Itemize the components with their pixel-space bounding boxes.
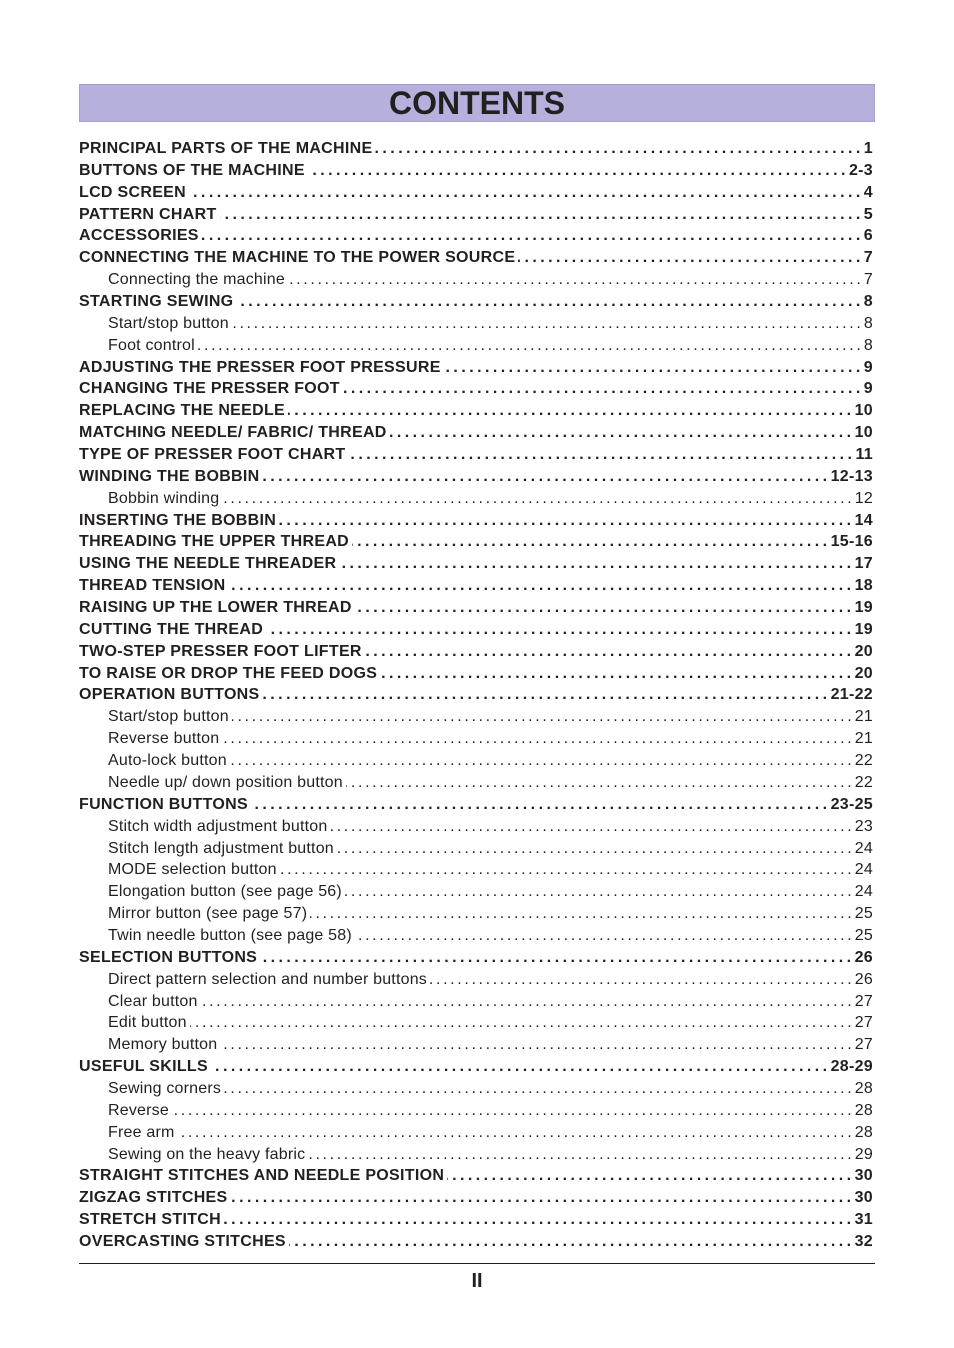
leader-dots [222,728,850,750]
toc-entry [79,357,873,379]
toc-subentry [79,991,873,1013]
toc-entry-label: Connecting the machine [108,271,285,289]
toc-entry [79,160,873,182]
toc-entry-label: Sewing corners [108,1079,222,1097]
leader-dots [355,597,851,619]
toc-entry-label: TWO-STEP PRESSER FOOT LIFTER [79,642,362,660]
leader-dots [178,1122,851,1144]
leader-dots [310,903,851,925]
leader-dots [447,1165,850,1187]
toc-entry-label: USEFUL SKILLS [79,1058,208,1076]
toc-entry-label: OPERATION BUTTONS [79,686,260,704]
toc-entry-label: ZIGZAG STITCHES [79,1189,228,1207]
toc-entry-page: 9 [863,358,873,376]
toc-entry [79,378,873,400]
leader-dots [260,947,850,969]
toc-entry-page: 12-13 [830,467,873,485]
toc-subentry [79,1100,873,1122]
toc-entry-page: 8 [863,293,873,311]
leader-dots [220,1034,850,1056]
toc-subentry [79,488,873,510]
toc-entry [79,1165,873,1187]
toc-entry-label: Stitch length adjustment button [108,839,334,857]
toc-entry-label: TO RAISE OR DROP THE FEED DOGS [79,664,378,682]
toc-entry-label: Twin needle button (see page 58) [108,926,352,944]
leader-dots [289,1231,851,1253]
toc-entry [79,510,873,532]
toc-entry-page: 22 [854,773,873,791]
toc-entry-label: Elongation button (see page 56) [108,883,342,901]
leader-dots [228,575,850,597]
toc-entry-label: CONNECTING THE MACHINE TO THE POWER SOURCE [79,249,516,267]
toc-entry-label: LCD SCREEN [79,183,187,201]
toc-subentry [79,750,873,772]
toc-entry-page: 11 [855,446,873,464]
toc-entry-label: Reverse button [108,730,220,748]
leader-dots [251,794,827,816]
toc-subentry [79,1012,873,1034]
leader-dots [236,291,859,313]
leader-dots [280,859,851,881]
toc-entry-page: 12 [854,489,873,507]
toc-entry [79,947,873,969]
toc-entry-page: 17 [854,555,873,573]
toc-entry-page: 24 [854,883,873,901]
leader-dots [189,182,860,204]
toc-subentry [79,706,873,728]
toc-entry-page: 32 [854,1232,873,1250]
toc-entry [79,225,873,247]
toc-entry [79,619,873,641]
toc-entry-page: 28 [854,1079,873,1097]
toc-entry-page: 28-29 [830,1058,873,1076]
toc-entry-label: Stitch width adjustment button [108,817,328,835]
leader-dots [202,225,860,247]
leader-dots [375,138,859,160]
toc-entry-page: 25 [854,926,873,944]
toc-subentry [79,925,873,947]
leader-dots [222,488,850,510]
leader-dots [352,531,827,553]
leader-dots [263,466,827,488]
leader-dots [339,553,850,575]
toc-entry-page: 26 [854,948,873,966]
leader-dots [220,204,860,226]
leader-dots [198,335,860,357]
toc-entry-label: THREAD TENSION [79,577,226,595]
leader-dots [201,991,851,1013]
toc-entry-label: Bobbin winding [108,489,220,507]
toc-subentry [79,859,873,881]
toc-entry-page: 21-22 [830,686,873,704]
toc-entry-label: Memory button [108,1036,218,1054]
toc-entry-page: 8 [863,314,873,332]
toc-entry-page: 27 [854,1014,873,1032]
toc-entry [79,204,873,226]
toc-entry-label: WINDING THE BOBBIN [79,467,260,485]
toc-entry [79,597,873,619]
toc-entry-label: Sewing on the heavy fabric [108,1145,306,1163]
leader-dots [232,313,860,335]
toc-entry-label: PATTERN CHART [79,205,217,223]
toc-entry-page: 22 [854,752,873,770]
leader-dots [444,357,860,379]
leader-dots [224,1209,851,1231]
toc-entry [79,794,873,816]
toc-subentry [79,1144,873,1166]
toc-subentry [79,816,873,838]
toc-entry-page: 25 [854,905,873,923]
toc-entry [79,291,873,313]
leader-dots [337,838,851,860]
toc-entry-page: 30 [854,1189,873,1207]
leader-dots [172,1100,851,1122]
toc-entry-label: BUTTONS OF THE MACHINE [79,161,305,179]
toc-entry-page: 30 [854,1167,873,1185]
toc-entry-label: Foot control [108,336,195,354]
leader-dots [380,663,850,685]
toc-entry [79,247,873,269]
toc-entry-page: 23-25 [830,795,873,813]
leader-dots [518,247,859,269]
leader-dots [211,1056,827,1078]
toc-entry-label: Needle up/ down position button [108,773,343,791]
toc-entry-label: RAISING UP THE LOWER THREAD [79,599,352,617]
toc-entry [79,531,873,553]
toc-entry-page: 26 [854,970,873,988]
toc-entry-page: 31 [854,1211,873,1229]
toc-entry-page: 10 [854,424,873,442]
leader-dots [288,269,860,291]
toc-entry-label: STARTING SEWING [79,293,234,311]
leader-dots [190,1012,851,1034]
toc-entry-page: 9 [863,380,873,398]
leader-dots [263,684,827,706]
toc-entry-page: 15-16 [830,533,873,551]
toc-entry [79,663,873,685]
toc-entry-label: Start/stop button [108,314,229,332]
leader-dots [308,160,845,182]
toc-entry-label: Reverse [108,1101,169,1119]
toc-entry-page: 20 [854,664,873,682]
toc-entry-label: USING THE NEEDLE THREADER [79,555,337,573]
toc-subentry [79,881,873,903]
toc-entry-label: ADJUSTING THE PRESSER FOOT PRESSURE [79,358,441,376]
toc-entry-label: MODE selection button [108,861,277,879]
toc-entry-page: 7 [863,249,873,267]
toc-entry-label: Clear button [108,992,198,1010]
toc-entry-label: OVERCASTING STITCHES [79,1232,286,1250]
toc-entry-label: Direct pattern selection and number buttons [108,970,427,988]
toc-entry [79,553,873,575]
toc-entry-label: CHANGING THE PRESSER FOOT [79,380,340,398]
toc-entry-label: CUTTING THE THREAD [79,620,264,638]
toc-entry [79,466,873,488]
toc-subentry [79,335,873,357]
toc-entry-label: Edit button [108,1014,187,1032]
toc-entry-label: Free arm [108,1123,175,1141]
toc-entry-page: 4 [863,183,873,201]
toc-entry [79,400,873,422]
toc-entry-label: MATCHING NEEDLE/ FABRIC/ THREAD [79,424,387,442]
footer-divider [79,1263,875,1264]
toc-entry-page: 20 [854,642,873,660]
leader-dots [232,706,851,728]
leader-dots [355,925,851,947]
leader-dots [430,969,851,991]
toc-entry-page: 18 [854,577,873,595]
leader-dots [346,772,851,794]
toc-entry-page: 23 [854,817,873,835]
leader-dots [230,750,851,772]
leader-dots [349,444,852,466]
toc-subentry [79,903,873,925]
toc-subentry [79,313,873,335]
toc-entry-page: 7 [863,271,873,289]
toc-entry-label: Mirror button (see page 57) [108,905,308,923]
contents-title-bar [79,84,875,122]
leader-dots [343,378,860,400]
toc-entry-page: 6 [863,227,873,245]
toc-entry-page: 24 [854,861,873,879]
leader-dots [279,510,850,532]
toc-entry-page: 28 [854,1101,873,1119]
toc-entry [79,1056,873,1078]
toc-entry-label: INSERTING THE BOBBIN [79,511,277,529]
toc-entry-page: 14 [854,511,873,529]
toc-entry-page: 28 [854,1123,873,1141]
toc-entry [79,138,873,160]
leader-dots [345,881,851,903]
toc-entry [79,641,873,663]
toc-entry-label: THREADING THE UPPER THREAD [79,533,350,551]
leader-dots [390,422,851,444]
toc-entry-page: 21 [854,708,873,726]
toc-entry-page: 27 [854,1036,873,1054]
leader-dots [231,1187,851,1209]
toc-entry-label: PRINCIPAL PARTS OF THE MACHINE [79,140,373,157]
toc-subentry [79,838,873,860]
toc-entry-label: REPLACING THE NEEDLE [79,402,286,420]
toc-entry [79,1209,873,1231]
leader-dots [224,1078,851,1100]
toc-entry-page: 5 [863,205,873,223]
toc-subentry [79,1078,873,1100]
toc-entry-page: 19 [854,599,873,617]
toc-entry-page: 21 [854,730,873,748]
toc-entry [79,1231,873,1253]
toc-entry-page: 24 [854,839,873,857]
toc-entry-page: 19 [854,620,873,638]
toc-entry-label: Start/stop button [108,708,229,726]
toc-subentry [79,772,873,794]
toc-entry-page: 8 [863,336,873,354]
toc-entry-label: Auto-lock button [108,752,227,770]
toc-entry [79,182,873,204]
toc-entry-label: FUNCTION BUTTONS [79,795,248,813]
toc-entry-page: 2-3 [848,161,873,179]
toc-subentry [79,728,873,750]
toc-entry [79,684,873,706]
toc-subentry [79,269,873,291]
toc-list [79,138,873,1253]
leader-dots [308,1144,850,1166]
toc-subentry [79,1034,873,1056]
toc-entry-page: 1 [863,140,873,157]
leader-dots [288,400,851,422]
toc-entry-page: 10 [854,402,873,420]
toc-entry-page: 27 [854,992,873,1010]
leader-dots [365,641,851,663]
toc-entry-label: STRETCH STITCH [79,1211,221,1229]
footer-page-number: II [471,1270,483,1292]
leader-dots [330,816,850,838]
toc-entry-page: 29 [854,1145,873,1163]
toc-subentry [79,1122,873,1144]
leader-dots [266,619,851,641]
toc-subentry [79,969,873,991]
page-title: CONTENTS [389,85,565,121]
toc-entry [79,1187,873,1209]
toc-entry-label: TYPE OF PRESSER FOOT CHART [79,446,346,464]
toc-entry [79,575,873,597]
toc-entry [79,444,873,466]
toc-entry-label: ACCESSORIES [79,227,199,245]
toc-entry-label: SELECTION BUTTONS [79,948,258,966]
toc-entry-label: STRAIGHT STITCHES AND NEEDLE POSITION [79,1167,445,1185]
toc-entry [79,422,873,444]
